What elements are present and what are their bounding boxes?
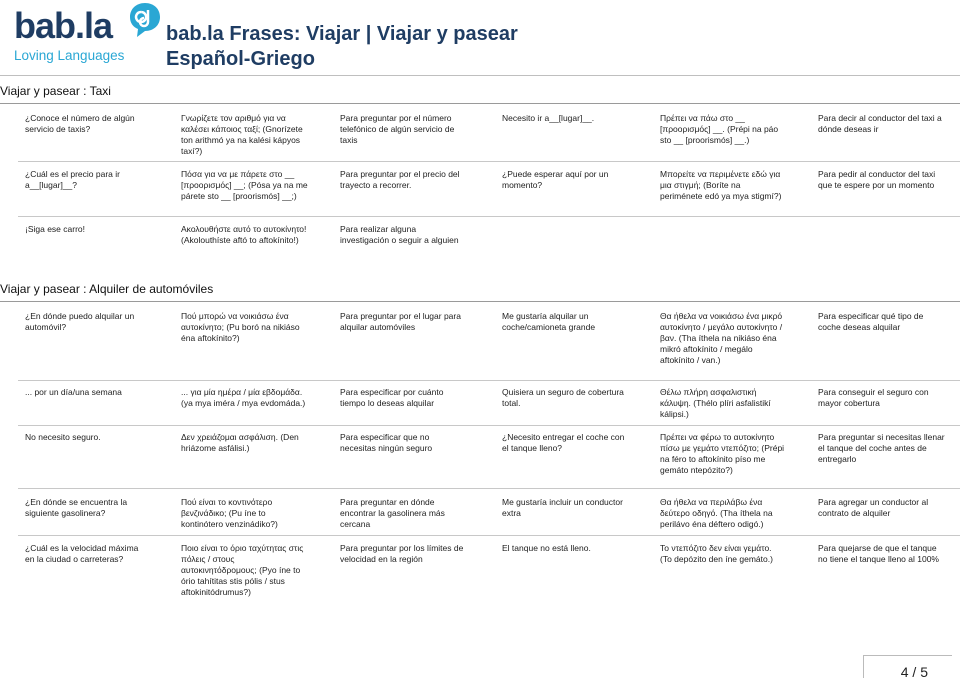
row-divider <box>18 535 960 536</box>
phrase-usage: Para preguntar por el lugar para alquilar automóviles <box>340 311 461 332</box>
phrase-es: ¡Siga ese carro! <box>25 224 85 234</box>
phrase-usage: Para realizar alguna investigación o seguir a alguien <box>340 224 459 245</box>
phrase-el: Ποιο είναι το όριο ταχύτητας στις πόλεις / στους αυτοκινητόδρομους; (Pyo íne to ório tahítitas stis pólis / stus aftokinitódrumus?) <box>181 543 304 597</box>
row-divider <box>18 216 960 217</box>
phrase-usage: Para quejarse de que el tanque no tiene el tanque lleno al 100% <box>818 543 939 564</box>
phrase-es: ¿En dónde se encuentra la siguiente gasolinera? <box>25 497 128 518</box>
phrase-usage: Para preguntar por el precio del trayecto a recorrer. <box>340 169 460 190</box>
phrase-el: Θα ήθελα να νοικιάσω ένα μικρό αυτοκίνητο / μεγάλο αυτοκίνητο / βαν. (Tha íthela na nikiáso éna mikró aftokínito / megálo aftokínito / van.) <box>660 311 783 365</box>
section-title-taxi: Viajar y pasear : Taxi <box>0 84 111 98</box>
row-divider <box>18 488 960 489</box>
phrase-el: ... για μία ημέρα / μία εβδομάδα. (ya mya iméra / mya evdomáda.) <box>181 387 306 408</box>
page-title-line1: bab.la Frases: Viajar | Viajar y pasear <box>166 23 518 45</box>
phrase-es: Me gustaría incluir un conductor extra <box>502 497 623 518</box>
phrase-es: ¿Puede esperar aquí por un momento? <box>502 169 609 190</box>
phrase-el: Πού μπορώ να νοικιάσω ένα αυτοκίνητο; (Pu boró na nikiáso éna aftokínito?) <box>181 311 300 343</box>
phrase-usage: Para preguntar por los límites de velocidad en la región <box>340 543 464 564</box>
phrase-es: Me gustaría alquilar un coche/camioneta grande <box>502 311 596 332</box>
phrase-el: Πρέπει να φέρω το αυτοκίνητο πίσω με γεμάτο ντεπόζιτο; (Prépi na féro to aftokínito píso me gemáto ntepózito?) <box>660 432 785 475</box>
babla-logo <box>14 2 154 66</box>
logo-wordmark: bab.la <box>14 5 113 46</box>
phrase-usage: Para decir al conductor del taxi a dónde deseas ir <box>818 113 942 134</box>
phrase-el: Γνωρίζετε τον αριθμό για να καλέσει κάποιος ταξί; (Gnorízete ton arithmó ya na kalési kápyos taxí?) <box>181 113 303 156</box>
phrase-es: ¿Necesito entregar el coche con el tanque lleno? <box>502 432 625 453</box>
phrase-usage: Para preguntar por el número telefónico de algún servicio de taxis <box>340 113 455 145</box>
row-divider <box>18 425 960 426</box>
phrase-usage: Para preguntar si necesitas llenar el tanque del coche antes de entregarlo <box>818 432 945 464</box>
logo-tagline: Loving Languages <box>14 48 125 63</box>
page-title-line2: Español-Griego <box>166 48 315 70</box>
phrase-usage: Para preguntar en dónde encontrar la gasolinera más cercana <box>340 497 445 529</box>
page-number: 4 / 5 <box>900 664 928 680</box>
speech-bubble-icon <box>129 2 161 38</box>
phrase-es: Quisiera un seguro de cobertura total. <box>502 387 624 408</box>
phrase-usage: Para especificar que no necesitas ningún seguro <box>340 432 433 453</box>
phrase-usage: Para especificar qué tipo de coche deseas alquilar <box>818 311 924 332</box>
phrase-el: Θα ήθελα να περιλάβω ένα δεύτερο οδηγό. (Tha íthela na perilávo éna déftero odigó.) <box>660 497 773 529</box>
phrase-usage: Para agregar un conductor al contrato de alquiler <box>818 497 929 518</box>
header-divider <box>0 75 960 76</box>
phrase-el: Μπορείτε να περιμένετε εδώ για μια στιγμή; (Boríte na periménete edó ya mya stigmí?) <box>660 169 782 201</box>
phrase-usage: Para conseguir el seguro con mayor cobertura <box>818 387 929 408</box>
row-divider <box>18 380 960 381</box>
phrase-es: Necesito ir a__[lugar]__. <box>502 113 595 123</box>
phrase-el: Το ντεπόζιτο δεν είναι γεμάτο. (To depózito den íne gemáto.) <box>660 543 773 564</box>
phrase-es: No necesito seguro. <box>25 432 101 442</box>
phrase-es: ¿Conoce el número de algún servicio de taxis? <box>25 113 135 134</box>
section-title-car-rental: Viajar y pasear : Alquiler de automóviles <box>0 282 214 296</box>
row-divider <box>18 161 960 162</box>
phrase-el: Πόσα για να με πάρετε στο __ [προορισμός] __; (Pósa ya na me párete sto __ [proorismós] __;) <box>181 169 308 201</box>
page-title <box>166 22 518 72</box>
phrase-el: Δεν χρειάζομαι ασφάλιση. (Den hriázome asfálisi.) <box>181 432 299 453</box>
phrase-el: Πρέπει να πάω στο __ [προορισμός] __. (Prépi na páo sto __ [proorismós] __.) <box>660 113 779 145</box>
phrase-es: ¿Cuál es la velocidad máxima en la ciudad o carreteras? <box>25 543 139 564</box>
phrase-el: Θέλω πλήρη ασφαλιστική κάλυψη. (Thélo plíri asfalistikí kálipsi.) <box>660 387 771 419</box>
section-divider <box>0 103 960 104</box>
phrase-es: ... por un día/una semana <box>25 387 122 397</box>
phrase-el: Πού είναι το κοντινότερο βενζινάδικο; (Pu íne to kontinótero venzinádiko?) <box>181 497 278 529</box>
phrase-usage: Para especificar por cuánto tiempo lo deseas alquilar <box>340 387 444 408</box>
phrase-usage: Para pedir al conductor del taxi que te espere por un momento <box>818 169 936 190</box>
phrase-es: ¿Cuál es el precio para ir a__[lugar]__? <box>25 169 120 190</box>
section-divider <box>0 301 960 302</box>
phrase-es: ¿En dónde puedo alquilar un automóvil? <box>25 311 135 332</box>
phrase-el: Ακολουθήστε αυτό το αυτοκίνητο! (Akolouthíste aftó to aftokínito!) <box>181 224 307 245</box>
phrase-es: El tanque no está lleno. <box>502 543 591 553</box>
